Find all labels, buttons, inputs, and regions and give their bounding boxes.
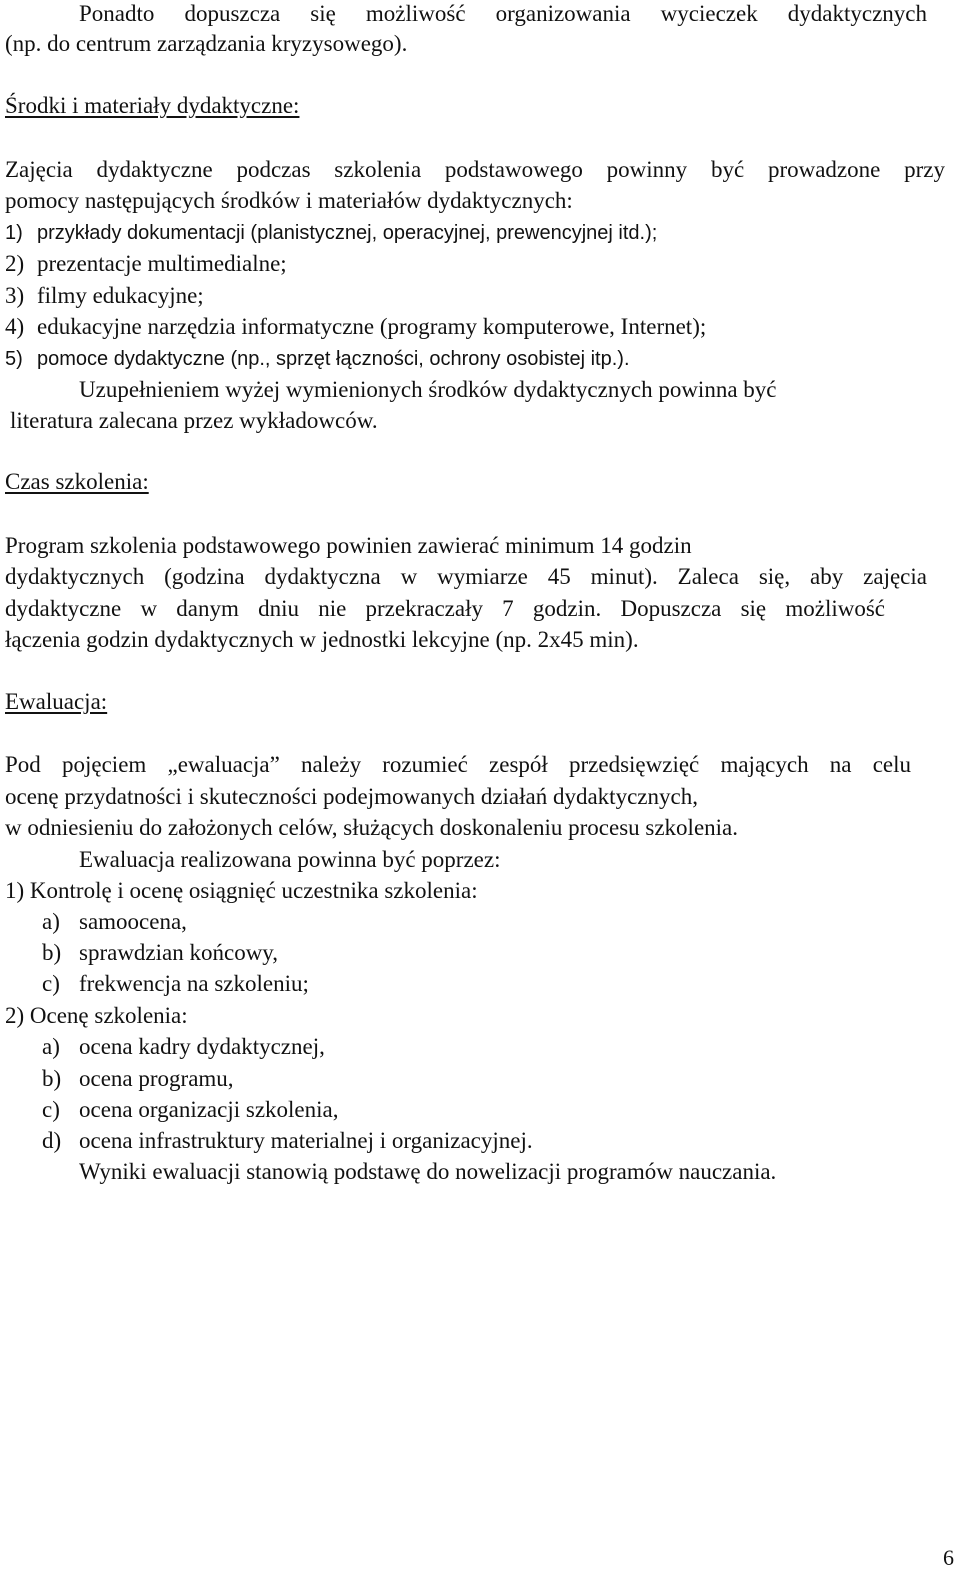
evaluation-group-1-label: 1) Kontrolę i ocenę osiągnięć uczestnika szkolenia: [5, 878, 478, 903]
evaluation-line-1: Pod pojęciem „ewaluacja” należy rozumieć zespół przedsięwzięć mających na celu [5, 752, 911, 777]
intro-line-2: (np. do centrum zarządzania kryzysowego). [5, 31, 408, 56]
list-item [5, 219, 657, 247]
list-item [42, 1065, 234, 1093]
list-item [5, 345, 630, 373]
list-item-text: ocena infrastruktury materialnej i organizacyjnej. [79, 1128, 533, 1153]
time-line-1: Program szkolenia podstawowego powinien zawierać minimum 14 godzin [5, 533, 692, 558]
list-item-text: sprawdzian końcowy, [79, 940, 279, 965]
materials-para-line-2: pomocy następujących środków i materiałów dydaktycznych: [5, 188, 573, 213]
evaluation-line-3: w odniesieniu do założonych celów, służących doskonaleniu procesu szkolenia. [5, 815, 739, 840]
list-item-text: ocena kadry dydaktycznej, [79, 1034, 325, 1059]
evaluation-intro: Ewaluacja realizowana powinna być poprzez: [79, 847, 501, 872]
evaluation-heading: Ewaluacja: [5, 689, 108, 714]
list-item-letter: b) [42, 1066, 62, 1091]
list-item-text: edukacyjne narzędzia informatyczne (programy komputerowe, Internet); [37, 314, 707, 339]
supplement-line-2: literatura zalecana przez wykładowców. [10, 408, 378, 433]
list-item-number: 1) [5, 222, 23, 244]
list-item-letter: a) [42, 909, 60, 934]
list-item-letter: b) [42, 940, 62, 965]
list-item-letter: d) [42, 1128, 62, 1153]
evaluation-line-2: ocenę przydatności i skuteczności podejmowanych działań dydaktycznych, [5, 784, 698, 809]
list-item-number: 3) [5, 283, 25, 308]
list-item [42, 1096, 338, 1124]
list-item [5, 282, 204, 310]
list-item-number: 5) [5, 348, 23, 370]
list-item-text: ocena organizacji szkolenia, [79, 1097, 339, 1122]
list-item [5, 313, 706, 341]
list-item-text: prezentacje multimedialne; [37, 251, 287, 276]
list-item-text: samoocena, [79, 909, 187, 934]
list-item-number: 2) [5, 251, 25, 276]
list-item [5, 250, 287, 278]
intro-line-1: Ponadto dopuszcza się możliwość organizowania wycieczek dydaktycznych [79, 1, 927, 26]
evaluation-closing: Wyniki ewaluacji stanowią podstawę do nowelizacji programów nauczania. [79, 1159, 777, 1184]
list-item [42, 908, 187, 936]
list-item-text: przykłady dokumentacji (planistycznej, operacyjnej, prewencyjnej itd.); [37, 222, 658, 244]
list-item [42, 970, 309, 998]
list-item-letter: c) [42, 1097, 60, 1122]
materials-heading: Środki i materiały dydaktyczne: [5, 93, 300, 118]
list-item-text: frekwencja na szkoleniu; [79, 971, 309, 996]
time-line-2: dydaktycznych (godzina dydaktyczna w wymiarze 45 minut). Zaleca się, aby zajęcia [5, 564, 927, 589]
list-item-text: filmy edukacyjne; [37, 283, 204, 308]
supplement-line-1: Uzupełnieniem wyżej wymienionych środków dydaktycznych powinna być [79, 377, 777, 402]
list-item-letter: a) [42, 1034, 60, 1059]
time-line-4: łączenia godzin dydaktycznych w jednostki lekcyjne (np. 2x45 min). [5, 627, 639, 652]
list-item [42, 1127, 533, 1155]
time-line-3: dydaktyczne w danym dniu nie przekraczały 7 godzin. Dopuszcza się możliwość [5, 596, 885, 621]
list-item-letter: c) [42, 971, 60, 996]
time-heading: Czas szkolenia: [5, 469, 149, 494]
list-item-text: pomoce dydaktyczne (np., sprzęt łączności, ochrony osobistej itp.). [37, 348, 630, 370]
evaluation-group-2-label: 2) Ocenę szkolenia: [5, 1003, 188, 1028]
list-item-number: 4) [5, 314, 25, 339]
list-item [42, 1033, 325, 1061]
materials-para-line-1: Zajęcia dydaktyczne podczas szkolenia podstawowego powinny być prowadzone przy [5, 157, 945, 182]
page-number: 6 [943, 1545, 954, 1570]
list-item-text: ocena programu, [79, 1066, 234, 1091]
list-item [42, 939, 278, 967]
